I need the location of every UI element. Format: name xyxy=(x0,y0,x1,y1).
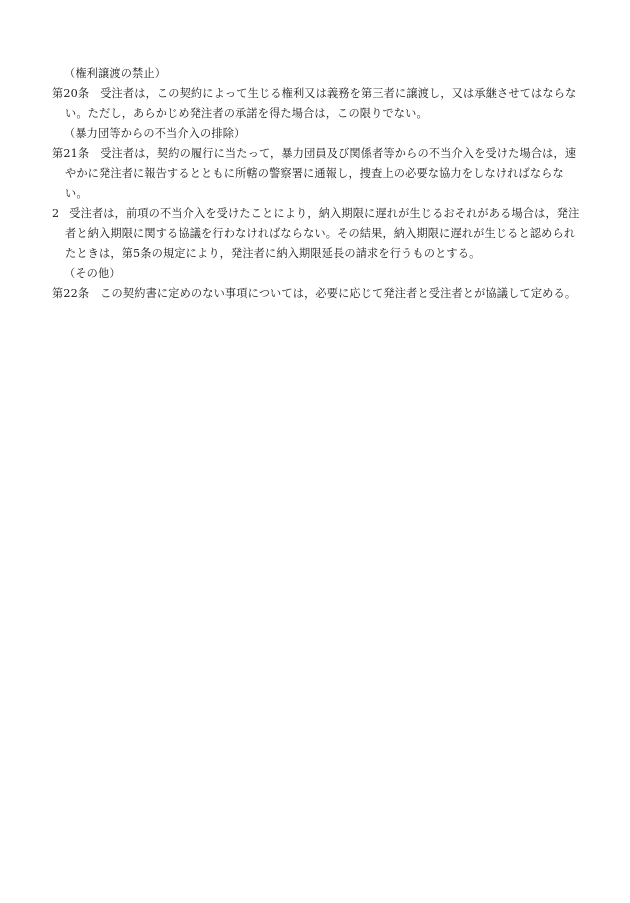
article-21-number: 第21条 xyxy=(52,147,90,160)
article-21-heading: （暴力団等からの不当介入の排除） xyxy=(64,127,246,140)
article-22-number: 第22条 xyxy=(52,287,90,300)
article-21 xyxy=(52,144,580,204)
article-21-text: 受注者は，契約の履行に当たって，暴力団員及び関係者等からの不当介入を受けた場合は，速やかに発注者に報告するとともに所轄の警察署に通報し，捜査上の必要な協力をしなければならない。 xyxy=(65,147,577,200)
document-body xyxy=(52,64,580,304)
paragraph-number: 2 xyxy=(52,207,60,220)
article-20-heading: （権利譲渡の禁止） xyxy=(64,67,167,80)
article-22-heading: （その他） xyxy=(64,267,121,280)
article-21-paragraph-2 xyxy=(52,204,580,264)
paragraph-text: 受注者は，前項の不当介入を受けたことにより，納入期限に遅れが生じるおそれがある場合は，発注者と納入期限に関する協議を行わなければならない。その結果，納入期限に遅れが生じると認められたときは，第5条の規定により，発注者に納入期限延長の請求を行うものとする。 xyxy=(65,207,580,260)
article-22 xyxy=(52,284,580,304)
article-20-text: 受注者は，この契約によって生じる権利又は義務を第三者に譲渡し，又は承継させてはならない。ただし，あらかじめ発注者の承諾を得た場合は，この限りでない。 xyxy=(65,87,577,120)
article-20 xyxy=(52,84,580,124)
article-20-number: 第20条 xyxy=(52,87,90,100)
article-22-text: この契約書に定めのない事項については，必要に応じて発注者と受注者とが協議して定める。 xyxy=(100,287,577,300)
